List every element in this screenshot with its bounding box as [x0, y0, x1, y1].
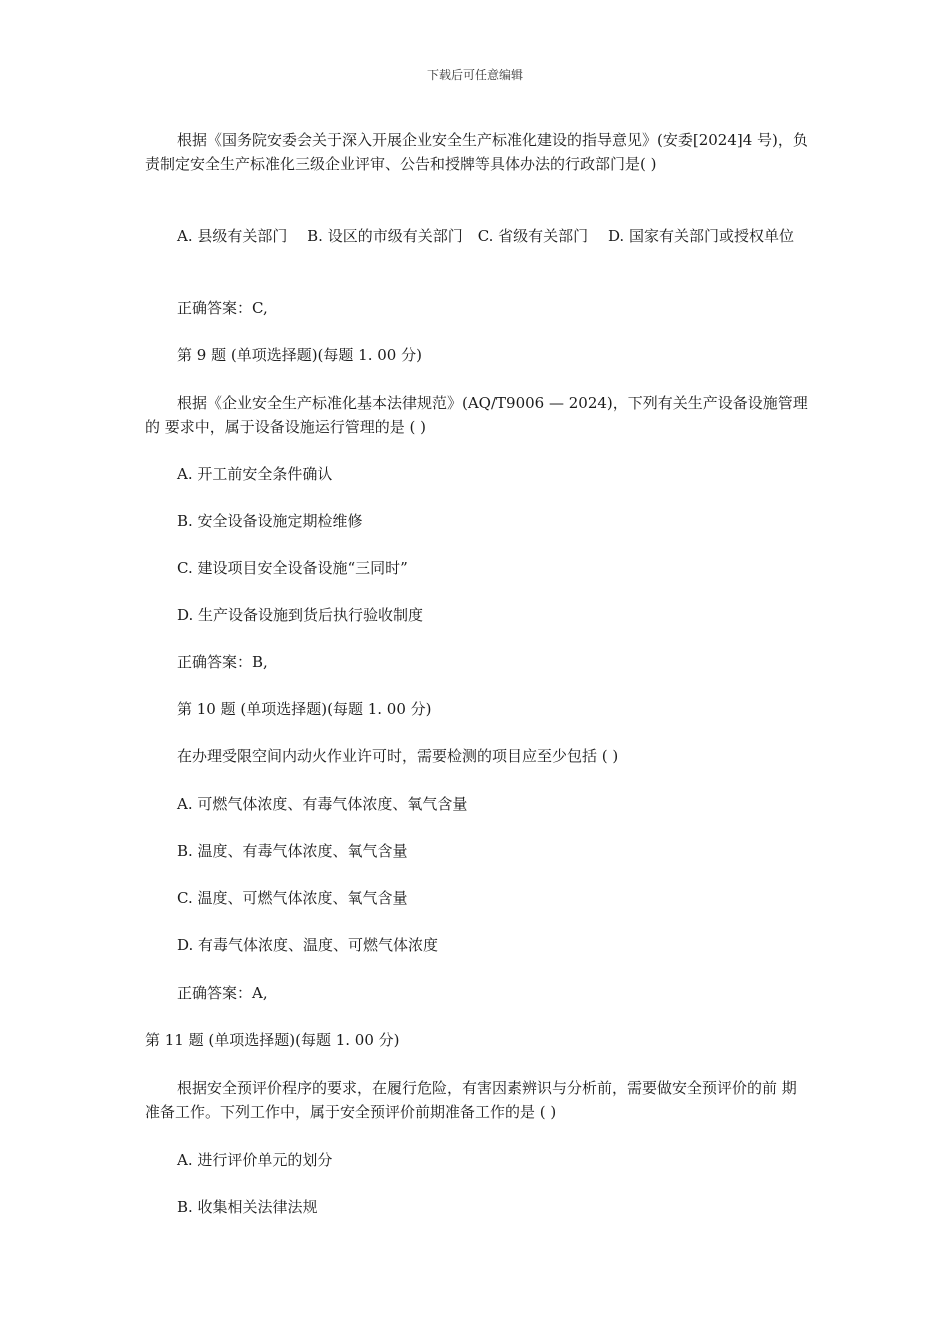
page-header: 下载后可任意编辑 — [426, 68, 523, 82]
q11-stem: 根据安全预评价程序的要求，在履行危险，有害因素辨识与分析前，需要做安全预评价的前 期准备工作。下列工作中，属于安全预评价前期准备工作的是 ( ) — [145, 1079, 797, 1121]
q8-answer: 正确答案：C, — [177, 299, 268, 317]
q11-option-a: A. 进行评价单元的划分 — [177, 1151, 333, 1169]
q10-option-a: A. 可燃气体浓度、有毒气体浓度、氧气含量 — [177, 795, 468, 813]
q10-title: 第 10 题 (单项选择题)(每题 1. 00 分) — [177, 700, 432, 718]
q10-option-c: C. 温度、可燃气体浓度、氧气含量 — [177, 889, 408, 907]
q8-options: A. 县级有关部门 B. 设区的市级有关部门 C. 省级有关部门 D. 国家有关部门或授权单位 — [177, 227, 794, 245]
q9-answer: 正确答案：B, — [177, 653, 268, 671]
q8-stem: 根据《国务院安委会关于深入开展企业安全生产标准化建设的指导意见》(安委[2024]4 号)，负责制定安全生产标准化三级企业评审、公告和授牌等具体办法的行政部门是( ) — [145, 131, 808, 173]
q9-option-a: A. 开工前安全条件确认 — [177, 465, 333, 483]
q9-option-c: C. 建设项目安全设备设施“三同时” — [177, 559, 408, 577]
q10-answer: 正确答案：A, — [177, 984, 268, 1002]
q10-option-d: D. 有毒气体浓度、温度、可燃气体浓度 — [177, 936, 439, 954]
q10-option-b: B. 温度、有毒气体浓度、氧气含量 — [177, 842, 408, 860]
q11-title: 第 11 题 (单项选择题)(每题 1. 00 分) — [145, 1031, 400, 1049]
q9-option-d: D. 生产设备设施到货后执行验收制度 — [177, 606, 424, 624]
q10-stem: 在办理受限空间内动火作业许可时，需要检测的项目应至少包括 ( ) — [177, 747, 619, 765]
q9-stem: 根据《企业安全生产标准化基本法律规范》(AQ/T9006 — 2024)，下列有关生产设备设施管理的 要求中，属于设备设施运行管理的是 ( ) — [145, 394, 808, 436]
q9-option-b: B. 安全设备设施定期检维修 — [177, 512, 363, 530]
q11-option-b: B. 收集相关法律法规 — [177, 1198, 318, 1216]
q9-title: 第 9 题 (单项选择题)(每题 1. 00 分) — [177, 346, 422, 364]
